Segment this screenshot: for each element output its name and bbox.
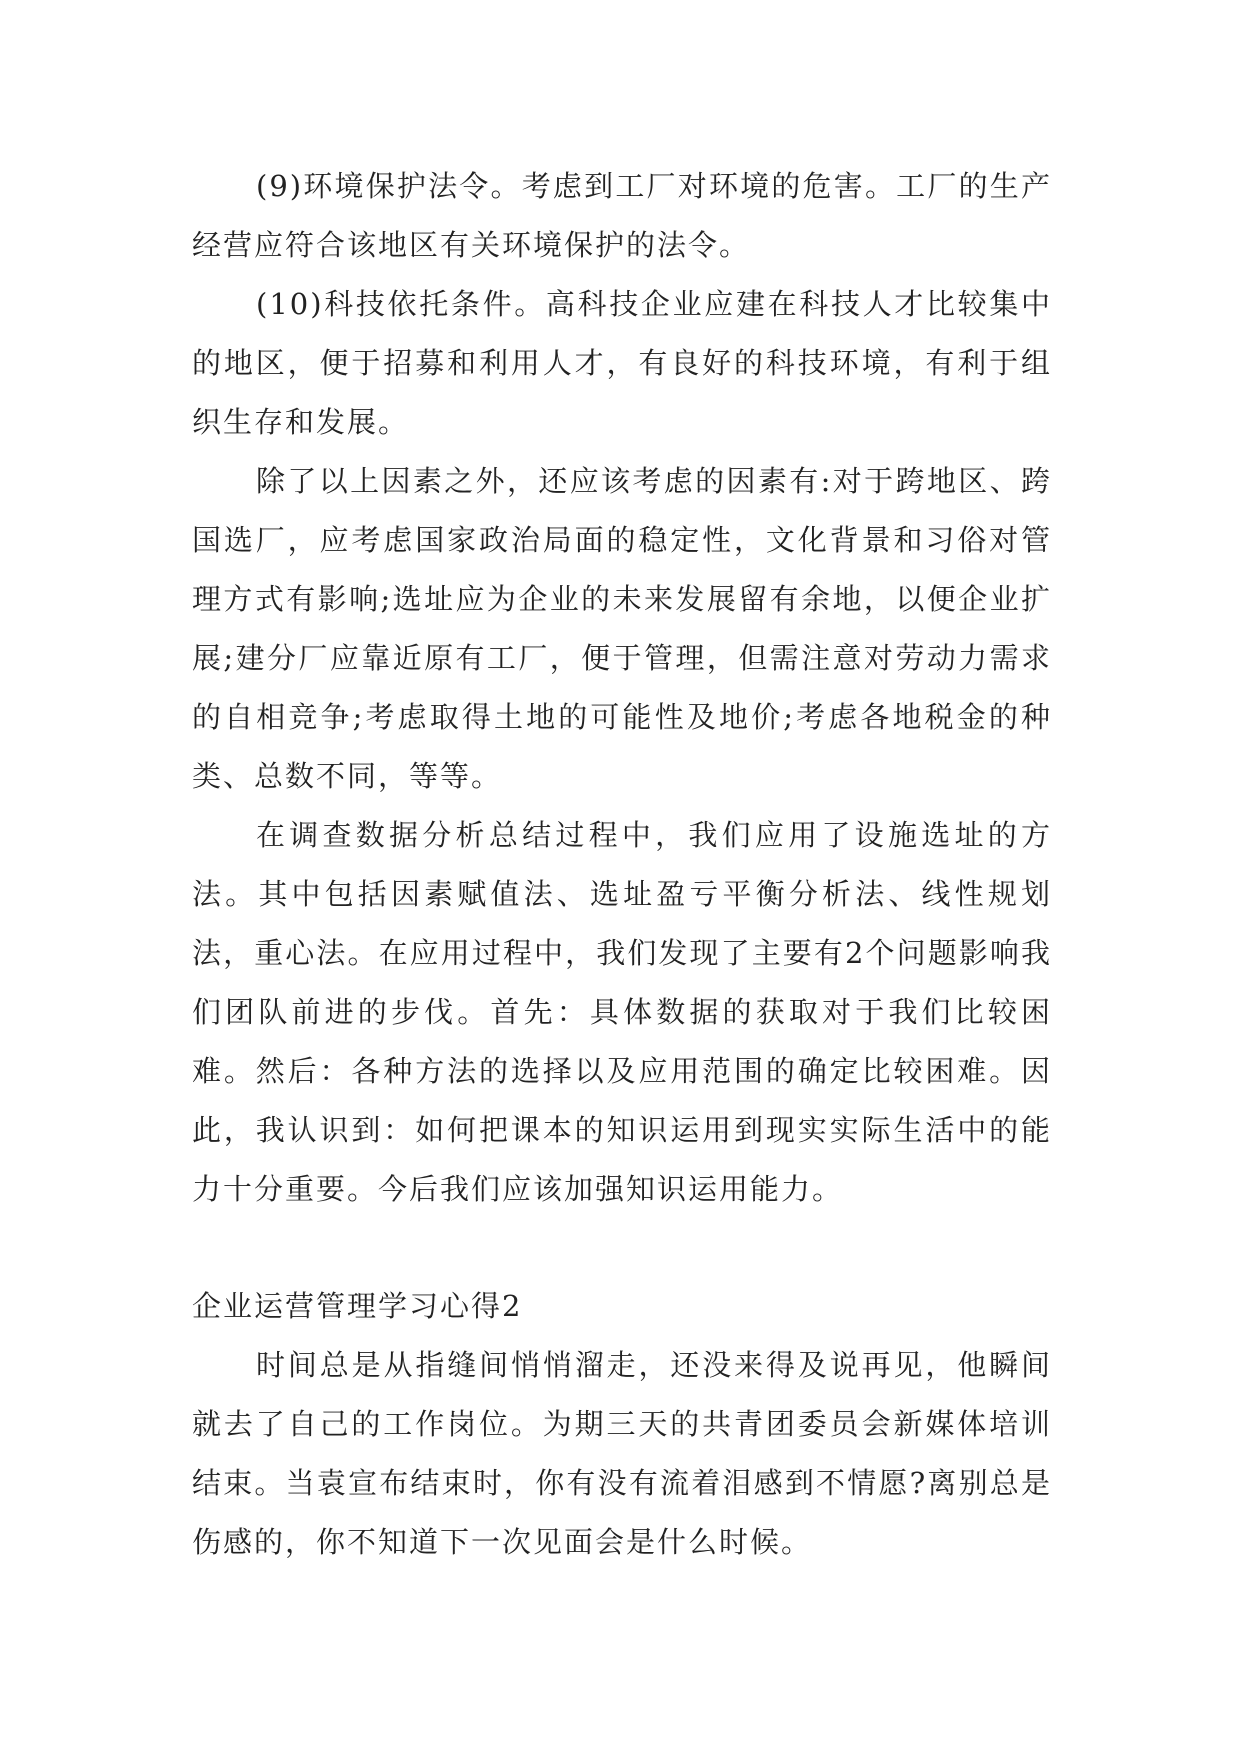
paragraph-analysis-summary: 在调查数据分析总结过程中，我们应用了设施选址的方法。其中包括因素赋值法、选址盈亏平衡分析法、线性规划法，重心法。在应用过程中，我们发现了主要有2个问题影响我们团队前进的步伐。首先：具体数据的获取对于我们比较困难。然后：各种方法的选择以及应用范围的确定比较困难。因此，我认识到：如何把课本的知识运用到现实实际生活中的能力十分重要。今后我们应该加强知识运用能力。 — [192, 818, 1052, 1206]
paragraph-environmental-law: (9)环境保护法令。考虑到工厂对环境的危害。工厂的生产经营应符合该地区有关环境保护的法令。 — [192, 169, 1052, 262]
paragraph-other-factors: 除了以上因素之外，还应该考虑的因素有:对于跨地区、跨国选厂，应考虑国家政治局面的稳定性，文化背景和习俗对管理方式有影响;选址应为企业的未来发展留有余地，以便企业扩展;建分厂应靠近原有工厂，便于管理，但需注意对劳动力需求的自相竞争;考虑取得土地的可能性及地价;考虑各地税金的种类、总数不同，等等。 — [192, 464, 1052, 793]
paragraph-training-end: 时间总是从指缝间悄悄溜走，还没来得及说再见，他瞬间就去了自己的工作岗位。为期三天的共青团委员会新媒体培训结束。当袁宣布结束时，你有没有流着泪感到不情愿?离别总是伤感的，你不知道下一次见面会是什么时候。 — [192, 1348, 1052, 1559]
section-heading: 企业运营管理学习心得2 — [192, 1289, 523, 1323]
document-body — [192, 157, 1052, 1572]
paragraph-tech-support: (10)科技依托条件。高科技企业应建在科技人才比较集中的地区，便于招募和利用人才，有良好的科技环境，有利于组织生存和发展。 — [192, 287, 1052, 439]
